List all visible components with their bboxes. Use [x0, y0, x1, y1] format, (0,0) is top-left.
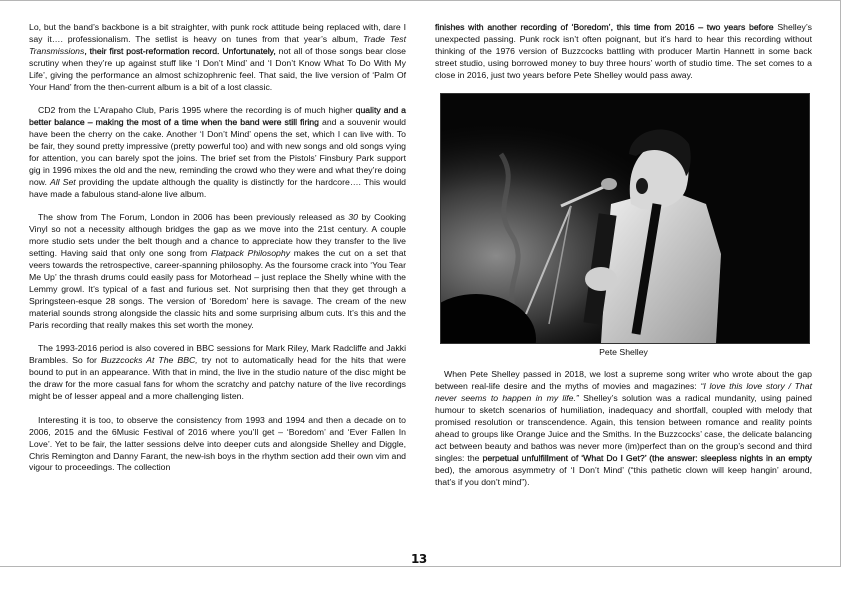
paragraph-consistency	[29, 415, 406, 475]
paragraph-trade-test-transmissions	[29, 22, 406, 93]
right-column	[435, 22, 812, 500]
paragraph-boredom-2016	[435, 22, 812, 82]
text: , their first post-reformation record. Unfortunately,	[84, 45, 276, 56]
paragraph-paris-1995	[29, 105, 406, 200]
text: Shelley’s solution was a radical mundanity, using pained humour to sketch scenarios of humiliation, inadequacy and shortfall, coupled with melody that promised resolution or transcendence. Again, this tension between romance and reality points ahead to groups like Orange Juice and the Smiths. In the Buzzcocks’ case, the delicate balancing act between beauty and bathos was never more (im)perfect than on the group’s second and third singles: the	[435, 393, 812, 463]
text: Shelley’s unexpected passing. Punk rock isn’t often poignant, but it’s hard to hear this recording without thinking of the 1976 version of Buzzcocks battling with producer Martin Hannett in some back street studio, using borrowed money to buy three hours’ worth of studio time. The set comes to a close in 2016, just two years before Pete Shelley would pass away.	[435, 22, 812, 80]
text: When Pete Shelley passed in 2018, we lost a supreme song writer who wrote about the gap between real-life desire and the myths of movies and magazines:	[435, 369, 812, 392]
text: bed), the amorous asymmetry of ‘I Don’t Mind’ (“this pathetic clown will keep hangin’ around, that’s if you don’t mind”).	[435, 464, 812, 487]
album-title: All Set	[49, 176, 76, 187]
paragraph-forum-2006	[29, 212, 406, 331]
page-frame-top	[0, 0, 841, 1]
album-title: Trade Test Transmissions	[29, 33, 407, 56]
text: try not to automatically head for the hits that were bound to put in an appearance. With that in mind, the live in the studio nature of the disc might be the draw for the more casual fans for whom the scratchy and patchy nature of the live recordings might be of lesser appeal and a more challenging listen.	[29, 355, 406, 402]
text: by Cooking Vinyl so not a necessity although bridges the gap as we move into the 21st century. A couple more studio sets under the belt though and a chance to appreciate how they transfer to the live setting. Having said that only one song from	[29, 212, 406, 259]
page-frame-bottom	[0, 566, 841, 567]
text: Interesting it is too, to observe the consistency from 1993 and 1994 and then a decade on to 2006, 2015 and the 6Music Festival of 2016 where you’ll get – ‘Boredom’ and ‘Ever Fallen In Love’. Yet to be fair, the latter sessions delve into deeper cuts and alongside Shelley and Diggle, Chris Remington and Danny Farant, the new-ish boys in the rhythm section add their own vim and vigour to proceedings. The collection	[29, 414, 406, 473]
text: and a souvenir would have been the cherry on the cake. Another ‘I Don’t Mind’ opens the set, which I can live with. To be fair, they sound pretty impressive (pretty powerful too) and with new songs and old songs vying for attention, you can barely spot the joins. The brief set from the Pistols’ Finsbury Park support gig in 1996 mixes the old and the new, reminding the crowd who they were and what they’re doing now.	[29, 117, 406, 187]
album-title: 30	[348, 212, 358, 223]
text: providing the update although the quality is distinctly for the hardcore…. This would have made a fabulous stand-alone live album.	[29, 176, 407, 199]
paragraph-bbc-sessions	[29, 343, 406, 403]
photo-illustration	[441, 94, 809, 343]
album-title: Buzzcocks At The BBC,	[100, 355, 198, 366]
text: perpetual unfulfillment of ‘What Do I Get?’ (the answer: sleepless nights in an empty	[482, 452, 812, 463]
left-column	[29, 22, 406, 486]
page-frame-right	[840, 0, 841, 567]
lyric-quote: “I love this love story / That never seems to happen in my life.”	[435, 381, 812, 404]
text: makes the cut on a set that veers towards the retrospective, career-spanning philosophy. As the foursome crack into ‘You Tear Me Up’ the thrash drums could easily pass for Motorhead – just replace the Shelly whine with the Lemmy growl. It’s typical of a fast and furious set. Not surprising then that they get through a Springsteen-esque 28 songs. The version of ‘Boredom’ here is savage. The cream of the new material sounds strong alongside the classic hits and some surprising album cuts. It’s this and the Paris recording that really makes this set worth the money.	[29, 248, 407, 330]
text: The show from The Forum, London in 2006 has been previously released as	[38, 212, 349, 223]
album-title: Flatpack Philosophy	[210, 248, 291, 259]
text: quality and a better balance – making the most of a time when the band were still firing	[29, 105, 406, 128]
text: The 1993-2016 period is also covered in BBC sessions for Mark Riley, Mark Radcliffe and Jakki Brambles. So for	[29, 343, 406, 366]
text: Lo, but the band’s backbone is a bit straighter, with punk rock attitude being replaced with, dare I say it…. professionalism. The setlist is heavy on tunes from that year’s album,	[29, 22, 406, 44]
pete-shelley-photo	[440, 93, 810, 344]
text: finishes with another recording of ‘Boredom’, this time from 2016 – two years before	[435, 22, 774, 32]
photo-caption: Pete Shelley	[599, 346, 648, 357]
text: not all of those songs bear close scrutiny when they’re up against stuff like ‘I Don’t Mind’ and ‘I Don’t Know What To Do With My Life’, giving the performance an almost schizophrenic feel. That said, the live version of ‘Palm Of Your Hand’ from the then-current album is a bit of a lost classic.	[29, 45, 406, 92]
paragraph-shelley-tribute	[435, 369, 812, 488]
text: CD2 from the L’Arapaho Club, Paris 1995 where the recording is of much higher	[38, 105, 356, 116]
page-number: 13	[411, 552, 427, 566]
